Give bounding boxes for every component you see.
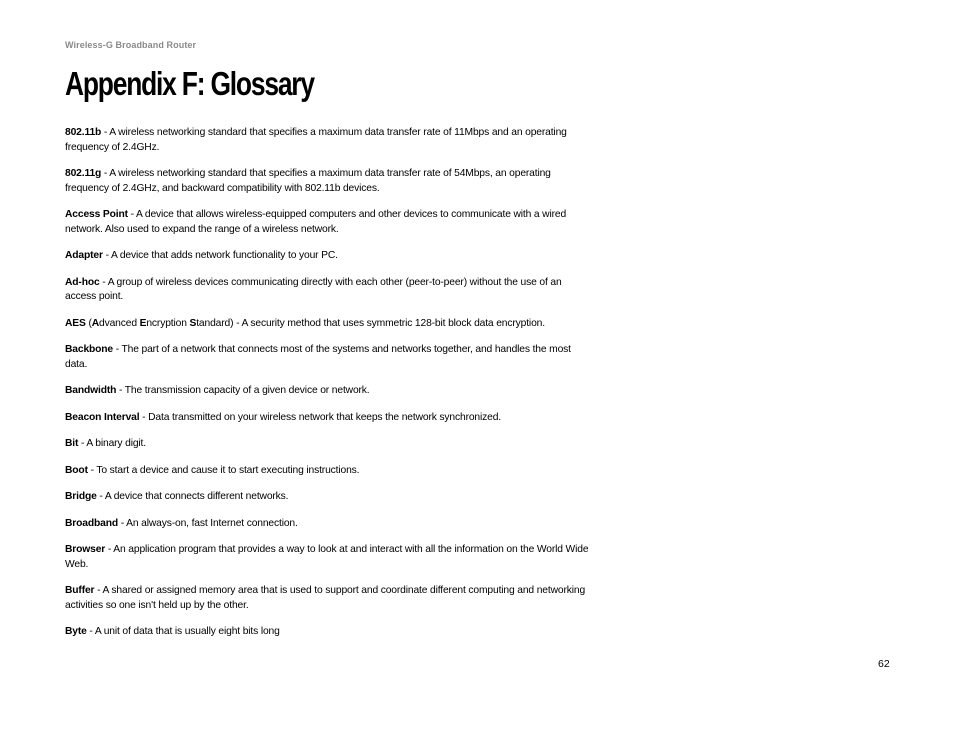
glossary-entry-bit bbox=[65, 437, 595, 452]
glossary-definition: - A wireless networking standard that specifies a maximum data transfer rate of 54Mbps, an operating frequency of 2.4GHz, and backward compatibility with 802.11b devices. bbox=[65, 168, 551, 194]
glossary-entry-bridge bbox=[65, 490, 595, 505]
glossary-term: Browser bbox=[65, 544, 106, 555]
glossary-term: Access Point bbox=[65, 209, 128, 220]
glossary-list bbox=[65, 126, 595, 652]
glossary-entry-ad-hoc bbox=[65, 276, 595, 305]
glossary-definition: - To start a device and cause it to start executing instructions. bbox=[87, 464, 360, 476]
glossary-definition: - A wireless networking standard that specifies a maximum data transfer rate of 11Mbps and an operating frequency of 2.4GHz. bbox=[65, 127, 567, 153]
glossary-entry-802-11b bbox=[65, 126, 595, 155]
glossary-entry-bandwidth bbox=[65, 384, 595, 399]
glossary-entry-buffer bbox=[65, 584, 595, 613]
glossary-term: Ad-hoc bbox=[65, 276, 100, 288]
glossary-term: Boot bbox=[65, 464, 88, 476]
glossary-definition: - An always-on, fast Internet connection. bbox=[118, 517, 298, 529]
glossary-definition: - Data transmitted on your wireless network that keeps the network synchronized. bbox=[139, 411, 502, 423]
glossary-definition: - A shared or assigned memory area that is used to support and coordinate different computing and networking activities so one isn't held up by the other. bbox=[65, 585, 586, 611]
glossary-definition: - The transmission capacity of a given device or network. bbox=[116, 385, 370, 396]
glossary-term: Broadband bbox=[65, 517, 118, 529]
glossary-entry-broadband bbox=[65, 517, 595, 532]
glossary-term: Beacon Interval bbox=[65, 411, 140, 423]
glossary-entry-802-11g bbox=[65, 167, 595, 196]
glossary-entry-browser bbox=[65, 543, 595, 572]
page-title: Appendix F: Glossary bbox=[65, 65, 314, 102]
glossary-term: Buffer bbox=[65, 585, 95, 596]
glossary-term: Bit bbox=[65, 438, 79, 449]
glossary-term: AES bbox=[65, 317, 86, 329]
glossary-term: Byte bbox=[65, 626, 87, 637]
glossary-entry-byte bbox=[65, 625, 595, 640]
glossary-definition: - A binary digit. bbox=[78, 438, 146, 449]
glossary-term: Adapter bbox=[65, 250, 103, 261]
page-number: 62 bbox=[878, 658, 890, 670]
glossary-definition: - A unit of data that is usually eight bits long bbox=[86, 626, 280, 637]
glossary-entry-boot bbox=[65, 464, 595, 479]
glossary-term: Bandwidth bbox=[65, 385, 117, 396]
glossary-entry-access-point bbox=[65, 208, 595, 237]
glossary-entry-beacon-interval bbox=[65, 411, 595, 426]
glossary-term: Bridge bbox=[65, 491, 97, 502]
glossary-definition: - A device that connects different networks. bbox=[96, 491, 289, 502]
glossary-definition: - A device that allows wireless-equipped computers and other devices to communicate with a wired network. Also used to expand the range of a wireless network. bbox=[65, 209, 567, 235]
glossary-definition: - A device that adds network functionality to your PC. bbox=[102, 250, 338, 261]
glossary-definition: - A security method that uses symmetric 128-bit block data encryption. bbox=[233, 317, 545, 329]
glossary-entry-backbone bbox=[65, 343, 595, 372]
glossary-entry-aes bbox=[65, 317, 595, 332]
glossary-term: 802.11b bbox=[65, 127, 102, 138]
running-header: Wireless-G Broadband Router bbox=[65, 40, 197, 50]
aes-expansion: (Advanced Encryption Standard) bbox=[85, 317, 234, 329]
glossary-entry-adapter bbox=[65, 249, 595, 264]
glossary-definition: - A group of wireless devices communicating directly with each other (peer-to-peer) without the use of an access point. bbox=[65, 276, 562, 302]
glossary-term: 802.11g bbox=[65, 168, 102, 179]
glossary-definition: - An application program that provides a way to look at and interact with all the information on the World Wide Web. bbox=[65, 544, 589, 570]
glossary-definition: - The part of a network that connects most of the systems and networks together, and handles the most data. bbox=[65, 344, 571, 370]
glossary-term: Backbone bbox=[65, 344, 114, 355]
